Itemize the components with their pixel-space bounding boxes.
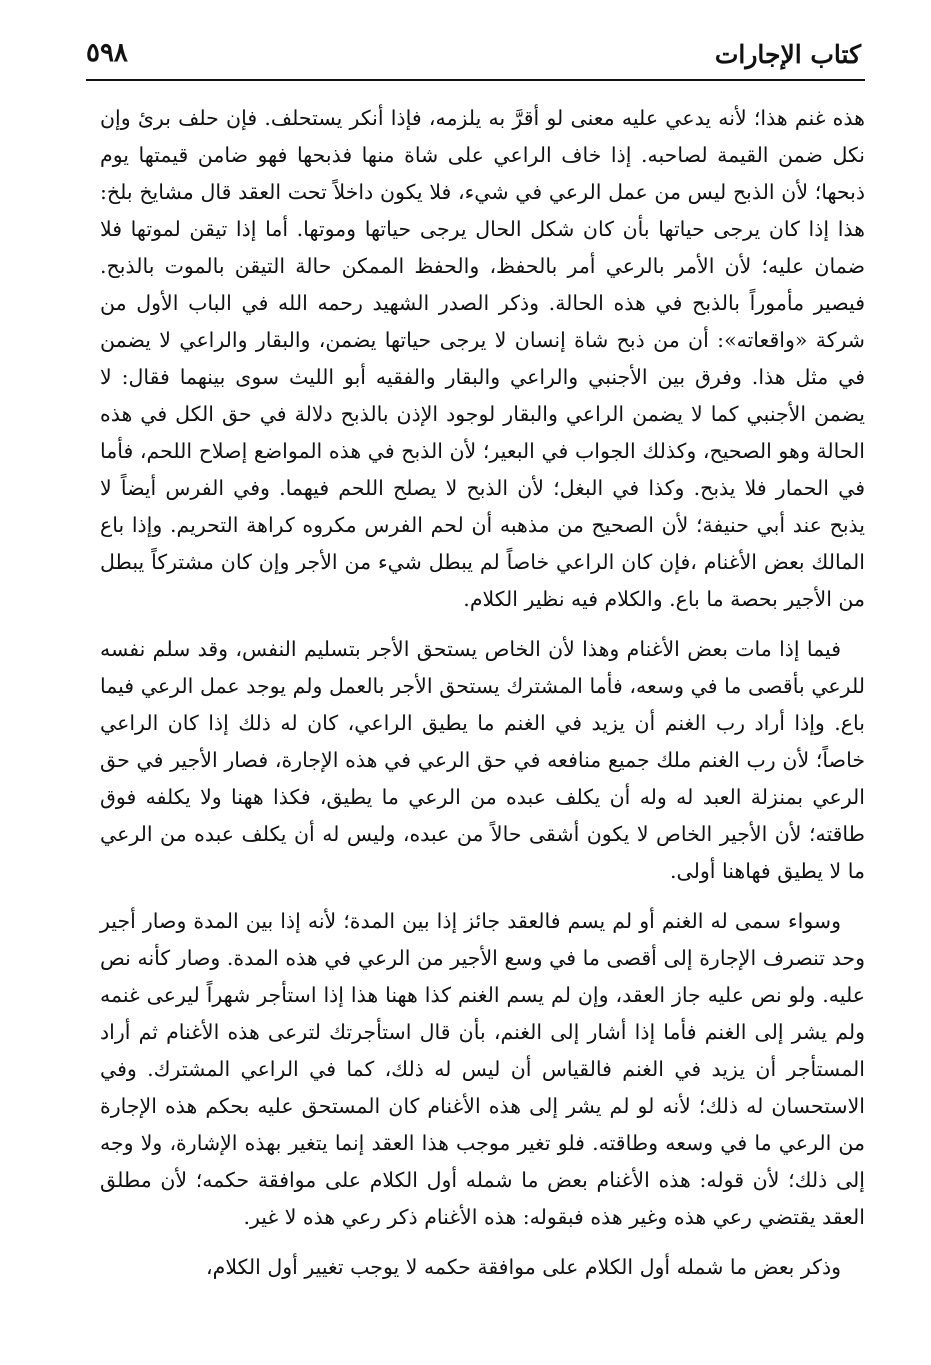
body-text xyxy=(100,100,865,1286)
page-header xyxy=(86,40,861,76)
paragraph-4: وذكر بعض ما شمله أول الكلام على موافقة حكمه لا يوجب تغيير أول الكلام، xyxy=(206,1255,841,1279)
page-number: ٥٩٨ xyxy=(86,38,128,68)
paragraph-1: هذه غنم هذا؛ لأنه يدعي عليه معنى لو أقرَّ به يلزمه، فإذا أنكر يستحلف. فإن حلف برئ وإن نكل ضمن القيمة لصاحبه. إذا خاف الراعي على شاة منها فذبحها فهو ضامن قيمتها يوم ذبحها؛ لأن الذبح ليس من عمل الرعي في شيء، فلا يكون داخلاً تحت العقد قال مشايخ بلخ: هذا إذا كان يرجى حياتها بأن كان شكل الحال يرجى حياتها وموتها. أما إذا تيقن لموتها فلا ضمان عليه؛ لأن الأمر بالرعي أمر بالحفظ، والحفظ الممكن حالة التيقن بالموت بالذبح. فيصير مأموراً بالذبح في هذه الحالة. وذكر الصدر الشهيد رحمه الله في الباب الأول من شركة «واقعاته»: أن من ذبح شاة إنسان لا يرجى حياتها يضمن، والبقار والراعي لا يضمن في مثل هذا. وفرق بين الأجنبي والراعي والبقار والفقيه أبو الليث سوى بينهما فقال: لا يضمن الأجنبي كما لا يضمن الراعي والبقار لوجود الإذن بالذبح دلالة في حق الكل في هذه الحالة وهو الصحيح، وكذلك الجواب في البعير؛ لأن الذبح في هذه المواضع إصلاح اللحم، فأما في الحمار فلا يذبح. وكذا في البغل؛ لأن الذبح لا يصلح اللحم فيهما. وفي الفرس أيضاً لا يذبح عند أبي حنيفة؛ لأن الصحيح من مذهبه أن لحم الفرس مكروه كراهة التحريم. وإذا باع المالك بعض الأغنام ،فإن كان الراعي خاصاً لم يبطل شيء من الأجر وإن كان مشتركاً يبطل من الأجير بحصة ما باع. والكلام فيه نظير الكلام. xyxy=(100,106,865,611)
header-rule xyxy=(86,79,865,81)
paragraph-2: فيما إذا مات بعض الأغنام وهذا لأن الخاص يستحق الأجر بتسليم النفس، وقد سلم نفسه للرعي بأقصى ما في وسعه، فأما المشترك يستحق الأجر بالعمل ولم يوجد عمل الرعي فيما باع. وإذا أراد رب الغنم أن يزيد في الغنم ما يطيق الراعي، كان له ذلك إذا كان الراعي خاصاً؛ لأن رب الغنم ملك جميع منافعه في حق الرعي في هذه الإجارة، فصار الأجير في حق الرعي بمنزلة العبد له وله أن يكلف عبده من الرعي ما يطيق، فكذا ههنا ولا يكلفه فوق طاقته؛ لأن الأجير الخاص لا يكون أشقى حالاً من عبده، وليس له أن يكلف عبده من الرعي ما لا يطيق فهاهنا أولى. xyxy=(100,637,865,883)
book-title: كتاب الإجارات xyxy=(714,40,861,69)
paragraph-3: وسواء سمى له الغنم أو لم يسم فالعقد جائز إذا بين المدة؛ لأنه إذا بين المدة وصار أجير وحد تنصرف الإجارة إلى أقصى ما في وسع الأجير من الرعي في هذه المدة. وصار كأنه نص عليه. ولو نص عليه جاز العقد، وإن لم يسم الغنم كذا ههنا هذا إذا استأجر شهراً ليرعى غنمه ولم يشر إلى الغنم فأما إذا أشار إلى الغنم، بأن قال استأجرتك لترعى هذه الأغنام ثم أراد المستأجر أن يزيد في الغنم فالقياس أن ليس له ذلك، كما في الراعي المشترك. وفي الاستحسان له ذلك؛ لأنه لو لم يشر إلى هذه الأغنام كان المستحق عليه بحكم هذه الإجارة من الرعي ما في وسعه وطاقته. فلو تغير موجب هذا العقد إنما يتغير بهذه الإشارة، ولا وجه إلى ذلك؛ لأن قوله: هذه الأغنام بعض ما شمله أول الكلام على موافقة حكمه؛ لأن مطلق العقد يقتضي رعي هذه وغير هذه فبقوله: هذه الأغنام ذكر رعي هذه لا غير. xyxy=(100,909,865,1229)
